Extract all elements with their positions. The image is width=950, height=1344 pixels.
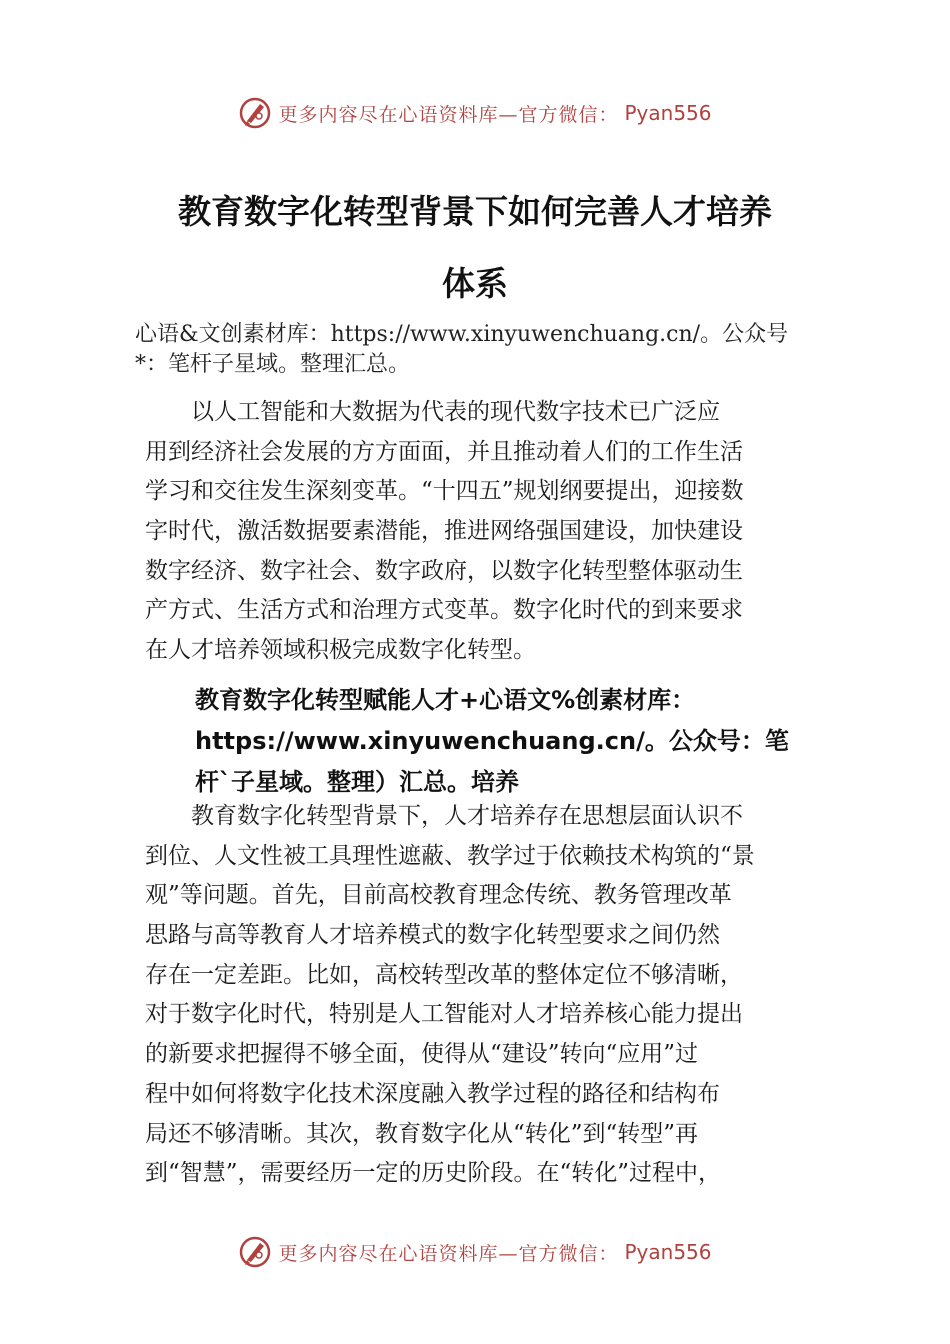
source-note-line: 心语&文创素材库：https://www.xinyuwenchuang.cn/。公众号 — [135, 322, 789, 347]
footer-banner — [0, 1232, 950, 1272]
source-note — [135, 320, 850, 380]
banner-wechat-id: Pyan556 — [624, 101, 712, 125]
paragraph-line: 以人工智能和大数据为代表的现代数字技术已广泛应 — [145, 399, 720, 425]
banner-text: 更多内容尽在心语资料库—官方微信： — [278, 103, 619, 126]
paragraph-line: 局还不够清晰。其次，教育数字化从“转化”到“转型”再 — [145, 1120, 699, 1147]
header-banner — [0, 93, 950, 133]
paragraph-line: 对于数字化时代，特别是人工智能对人才培养核心能力提出 — [145, 1001, 743, 1028]
pen-logo-icon — [238, 96, 272, 130]
paragraph-line: 的新要求把握得不够全面，使得从“建设”转向“应用”过 — [145, 1041, 699, 1068]
paragraph-line: 到位、人文性被工具理性遮蔽、教学过于依赖技术构筑的“景 — [145, 842, 755, 869]
section-heading-line: 杆`子星域。整理）汇总。培养 — [195, 768, 519, 796]
paragraph-line: 思路与高等教育人才培养模式的数字化转型要求之间仍然 — [145, 922, 720, 949]
paragraph-body — [145, 797, 815, 1194]
pen-logo-icon — [238, 1235, 272, 1269]
section-heading-line: 教育数字化转型赋能人才+心语文%创素材库： — [195, 686, 696, 714]
source-note-line: *：笔杆子星域。整理汇总。 — [135, 352, 411, 377]
section-heading-line: https://www.xinyuwenchuang.cn/。公众号：笔 — [195, 727, 789, 755]
document-title-line-1: 教育数字化转型背景下如何完善人才培养 — [178, 192, 772, 231]
paragraph-line: 字时代，激活数据要素潜能，推进网络强国建设，加快建设 — [145, 518, 743, 545]
paragraph-line: 教育数字化转型背景下，人才培养存在思想层面认识不 — [145, 803, 743, 829]
section-heading — [195, 680, 845, 803]
paragraph-line: 观”等问题。首先，目前高校教育理念传统、教务管理改革 — [145, 882, 732, 909]
paragraph-line: 产方式、生活方式和治理方式变革。数字化时代的到来要求 — [145, 597, 743, 624]
banner-wechat-id: Pyan556 — [624, 1240, 712, 1264]
document-title-line-2: 体系 — [442, 264, 508, 303]
paragraph-line: 在人才培养领域积极完成数字化转型。 — [145, 637, 536, 664]
paragraph-line: 数字经济、数字社会、数字政府，以数字化转型整体驱动生 — [145, 557, 743, 584]
banner-text: 更多内容尽在心语资料库—官方微信： — [278, 1242, 619, 1265]
paragraph-line: 程中如何将数字化技术深度融入教学过程的路径和结构布 — [145, 1080, 720, 1107]
paragraph-intro — [145, 393, 815, 671]
paragraph-line: 学习和交往发生深刻变革。“十四五”规划纲要提出，迎接数 — [145, 478, 744, 505]
paragraph-line: 存在一定差距。比如，高校转型改革的整体定位不够清晰， — [145, 961, 743, 988]
paragraph-line: 到“智慧”，需要经历一定的历史阶段。在“转化”过程中， — [145, 1160, 722, 1187]
paragraph-line: 用到经济社会发展的方方面面，并且推动着人们的工作生活 — [145, 438, 743, 465]
